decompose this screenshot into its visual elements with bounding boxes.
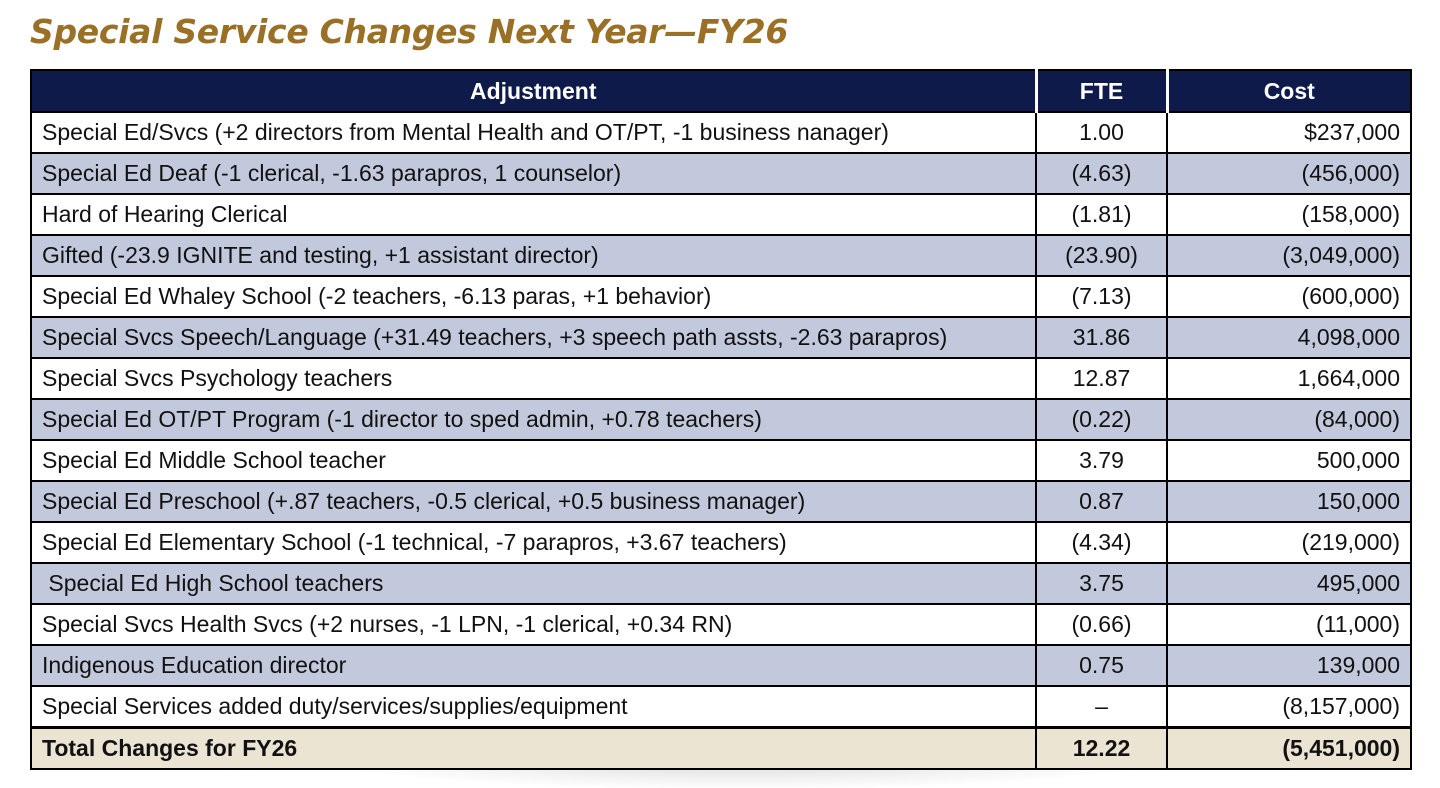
service-changes-table <box>30 69 1412 770</box>
total-row <box>31 728 1411 770</box>
fte-cell: 3.79 <box>1036 440 1167 481</box>
table-header-row <box>31 70 1411 112</box>
table-row <box>31 563 1411 604</box>
fte-cell: (7.13) <box>1036 276 1167 317</box>
table-row <box>31 399 1411 440</box>
cost-cell: 4,098,000 <box>1167 317 1411 358</box>
fte-cell: 0.75 <box>1036 645 1167 686</box>
table-row <box>31 358 1411 399</box>
cost-cell: 150,000 <box>1167 481 1411 522</box>
adjustment-cell: Special Ed Preschool (+.87 teachers, -0.5 clerical, +0.5 business manager) <box>31 481 1036 522</box>
fte-cell: 1.00 <box>1036 112 1167 153</box>
total-label: Total Changes for FY26 <box>31 728 1036 770</box>
table-row <box>31 440 1411 481</box>
adjustment-cell: Hard of Hearing Clerical <box>31 194 1036 235</box>
table-row <box>31 686 1411 728</box>
cost-cell: 139,000 <box>1167 645 1411 686</box>
cost-cell: 500,000 <box>1167 440 1411 481</box>
adjustment-cell: Special Ed OT/PT Program (-1 director to sped admin, +0.78 teachers) <box>31 399 1036 440</box>
adjustment-cell: Special Ed/Svcs (+2 directors from Mental Health and OT/PT, -1 business nanager) <box>31 112 1036 153</box>
fte-cell: (4.34) <box>1036 522 1167 563</box>
column-header-adjustment: Adjustment <box>31 70 1036 112</box>
cost-cell: 495,000 <box>1167 563 1411 604</box>
column-header-cost: Cost <box>1167 70 1411 112</box>
table-row <box>31 112 1411 153</box>
fte-cell: – <box>1036 686 1167 728</box>
cost-cell: (456,000) <box>1167 153 1411 194</box>
adjustment-cell: Special Svcs Psychology teachers <box>31 358 1036 399</box>
fte-cell: 3.75 <box>1036 563 1167 604</box>
table-row <box>31 645 1411 686</box>
table-row <box>31 604 1411 645</box>
table-row <box>31 235 1411 276</box>
total-fte: 12.22 <box>1036 728 1167 770</box>
cost-cell: (11,000) <box>1167 604 1411 645</box>
fte-cell: 12.87 <box>1036 358 1167 399</box>
adjustment-cell: Gifted (-23.9 IGNITE and testing, +1 assistant director) <box>31 235 1036 276</box>
adjustment-cell: Special Ed Whaley School (-2 teachers, -6.13 paras, +1 behavior) <box>31 276 1036 317</box>
adjustment-cell: Special Svcs Speech/Language (+31.49 teachers, +3 speech path assts, -2.63 parapros) <box>31 317 1036 358</box>
table-row <box>31 522 1411 563</box>
page-title: Special Service Changes Next Year—FY26 <box>30 12 789 51</box>
cost-cell: (3,049,000) <box>1167 235 1411 276</box>
cost-cell: 1,664,000 <box>1167 358 1411 399</box>
cost-cell: $237,000 <box>1167 112 1411 153</box>
table-row <box>31 194 1411 235</box>
adjustment-cell: Special Svcs Health Svcs (+2 nurses, -1 LPN, -1 clerical, +0.34 RN) <box>31 604 1036 645</box>
adjustment-cell: Special Ed High School teachers <box>31 563 1036 604</box>
fte-cell: (0.66) <box>1036 604 1167 645</box>
adjustment-cell: Indigenous Education director <box>31 645 1036 686</box>
cost-cell: (84,000) <box>1167 399 1411 440</box>
adjustment-cell: Special Services added duty/services/supplies/equipment <box>31 686 1036 728</box>
fte-cell: (4.63) <box>1036 153 1167 194</box>
table-row <box>31 481 1411 522</box>
column-header-fte: FTE <box>1036 70 1167 112</box>
cost-cell: (158,000) <box>1167 194 1411 235</box>
adjustment-cell: Special Ed Middle School teacher <box>31 440 1036 481</box>
table-row <box>31 276 1411 317</box>
fte-cell: (0.22) <box>1036 399 1167 440</box>
table-row <box>31 153 1411 194</box>
fte-cell: 0.87 <box>1036 481 1167 522</box>
fte-cell: 31.86 <box>1036 317 1167 358</box>
cost-cell: (8,157,000) <box>1167 686 1411 728</box>
cost-cell: (219,000) <box>1167 522 1411 563</box>
fte-cell: (1.81) <box>1036 194 1167 235</box>
adjustment-cell: Special Ed Elementary School (-1 technical, -7 parapros, +3.67 teachers) <box>31 522 1036 563</box>
total-cost: (5,451,000) <box>1167 728 1411 770</box>
adjustment-cell: Special Ed Deaf (-1 clerical, -1.63 parapros, 1 counselor) <box>31 153 1036 194</box>
cost-cell: (600,000) <box>1167 276 1411 317</box>
table-row <box>31 317 1411 358</box>
fte-cell: (23.90) <box>1036 235 1167 276</box>
